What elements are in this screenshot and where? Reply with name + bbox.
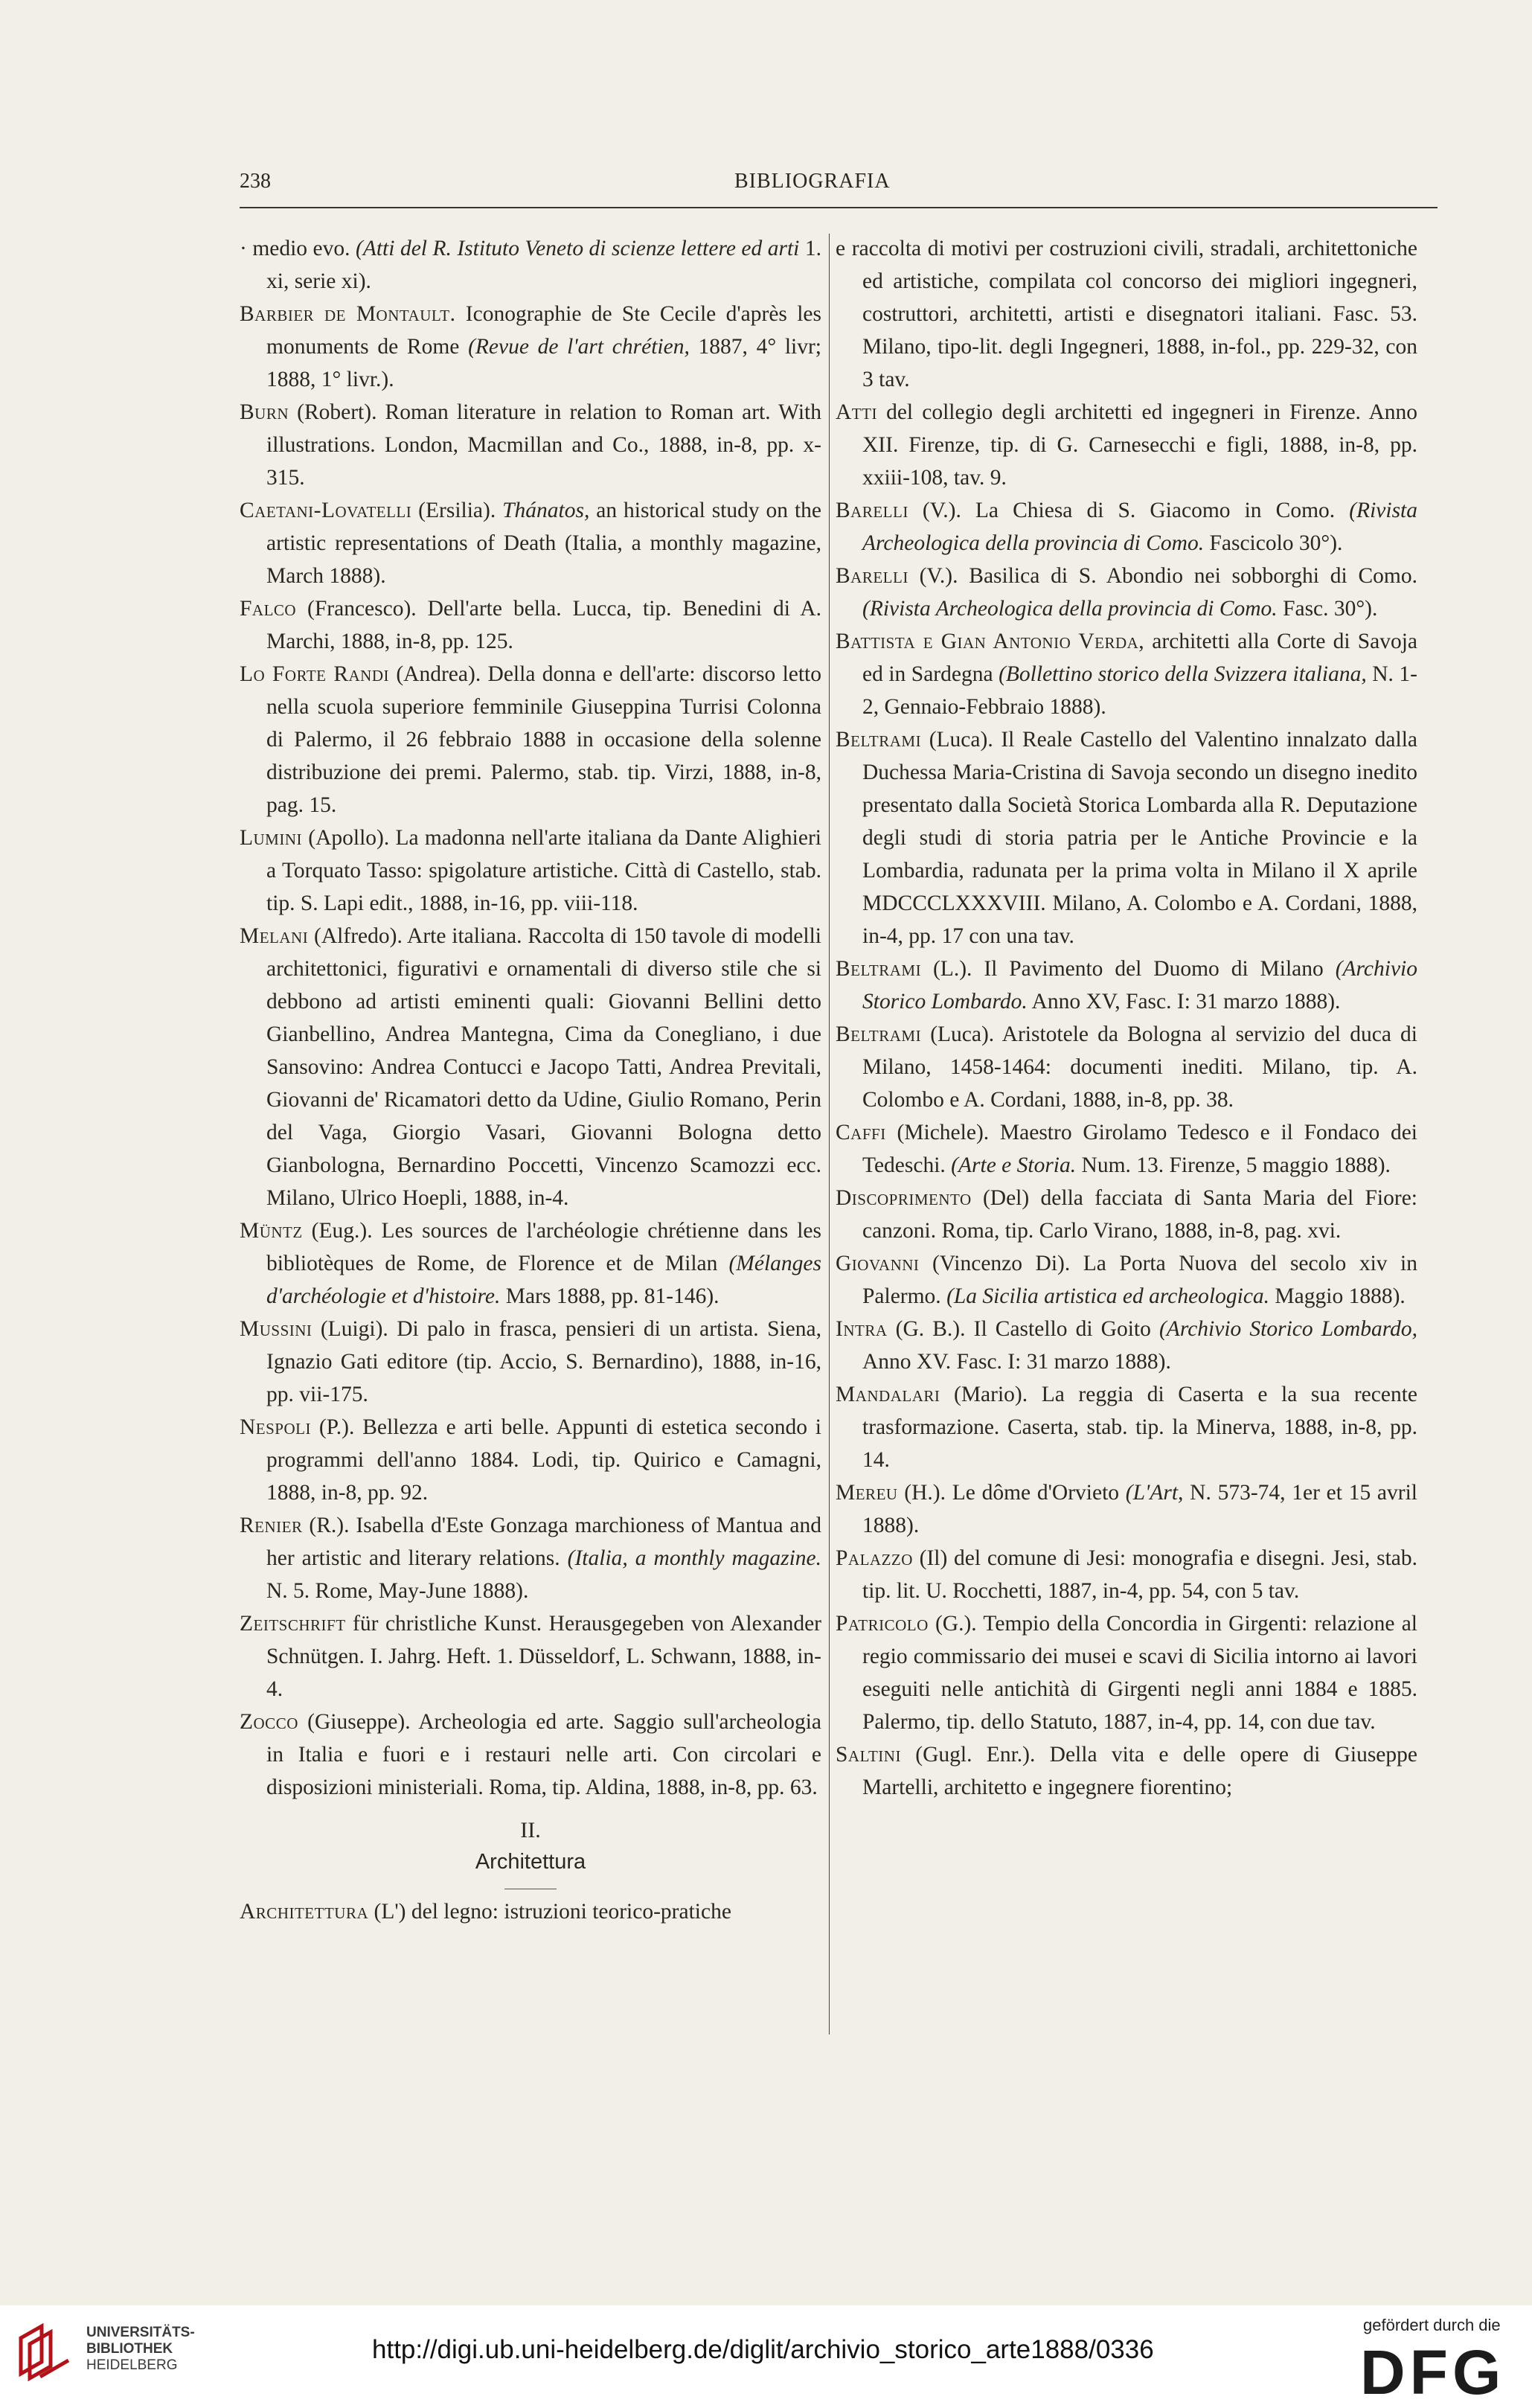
section-number: II.: [520, 1818, 541, 1842]
entry-journal: (Revue de l'art chrétien,: [468, 335, 690, 359]
entry-author: Nespoli: [240, 1415, 311, 1439]
bibliography-entry: [240, 1895, 821, 1928]
entry-text: (Ersilia).: [411, 499, 503, 522]
entry-text-tail: Mars 1888, pp. 81-146).: [500, 1284, 719, 1308]
entry-text-tail: Anno XV, Fasc. I: 31 marzo 1888).: [1027, 990, 1341, 1014]
entry-text: architetti alla Corte di Savoja ed in Sardegna: [862, 630, 1417, 686]
bibliography-entry: [836, 1738, 1417, 1804]
entry-text: (Luca). Il Reale Castello del Valentino innalzato dalla Duchessa Maria-Cristina di Savoja secondo un disegno inedito presentato dalla Società Storica Lombarda alla R. Deputazione degli studi di storia patria per le Antiche Provincie e la Lombardia, radunata per la prima volta in Milano il X aprile MDCCCLXXXVIII. Milano, A. Colombo e A. Cordani, 1888, in-4, pp. 17 con una tav.: [862, 728, 1417, 948]
bibliography-entry: [836, 1378, 1417, 1476]
running-head: [240, 170, 1438, 202]
entry-author: Beltrami: [836, 728, 922, 752]
bibliography-entry: [240, 822, 821, 920]
bibliography-entry: [836, 560, 1417, 625]
entry-text: (Giuseppe). Archeologia ed arte. Saggio sull'archeologia in Italia e fuori e i restauri nelle arti. Con circolari e disposizioni ministeriali. Roma, tip. Aldina, 1888, in-8, pp. 63.: [266, 1710, 821, 1799]
entry-text: (Del) della facciata di Santa Maria del Fiore: canzoni. Roma, tip. Carlo Virano, 1888, in-8, pag. xvi.: [862, 1186, 1417, 1243]
running-title: BIBLIOGRAFIA: [734, 170, 891, 193]
entry-text: (L.). Il Pavimento del Duomo di Milano: [921, 957, 1336, 981]
entry-journal: (Mélanges d'archéologie et d'histoire.: [266, 1252, 821, 1308]
bibliography-entry: [836, 1607, 1417, 1738]
entry-journal: (La Sicilia artistica ed archeologica.: [946, 1284, 1270, 1308]
entry-author: Beltrami: [836, 1022, 922, 1046]
bibliography-entry: [240, 1411, 821, 1509]
entry-author: Müntz: [240, 1219, 303, 1243]
entry-text: (Luigi). Di palo in frasca, pensieri di un artista. Siena, Ignazio Gati editore (tip. Accio, S. Bernardino), 1888, in-16, pp. vii-175.: [266, 1317, 821, 1406]
entry-text: (V.). Basilica di S. Abondio nei sobborghi di Como.: [908, 564, 1417, 588]
entry-author: Mereu: [836, 1481, 898, 1505]
entry-text: (Eug.). Les sources de l'archéologie chrétienne dans les bibliotèques de Rome, de Florence et de Milan: [266, 1219, 821, 1275]
footer-bar: [0, 2305, 1532, 2408]
bibliography-entry: [240, 1214, 821, 1313]
entry-text: (Gugl. Enr.). Della vita e delle opere di Giuseppe Martelli, architetto e ingegnere fiorentino;: [862, 1743, 1417, 1799]
bibliography-entry: [836, 1182, 1417, 1247]
column-divider: [829, 234, 830, 2034]
bibliography-entry: [836, 1018, 1417, 1116]
entry-text: (Il) del comune di Jesi: monografia e disegni. Jesi, stab. tip. lit. U. Rocchetti, 1887, in-4, pp. 54, con 5 tav.: [862, 1546, 1417, 1603]
entry-author: Intra: [836, 1317, 888, 1341]
entry-author: Falco: [240, 597, 297, 621]
bibliography-entry: [240, 1607, 821, 1706]
bibliography-entry: [836, 723, 1417, 952]
entry-journal: (L'Art,: [1125, 1481, 1184, 1505]
entry-text: (Robert). Roman literature in relation to Roman art. With illustrations. London, Macmillan and Co., 1888, in-8, pp. x-315.: [266, 400, 821, 490]
entry-text-tail: 1. xi, serie xi).: [266, 237, 822, 293]
entry-author: Lumini: [240, 826, 303, 850]
entry-author: Caffi: [836, 1121, 886, 1144]
source-url-link[interactable]: http://digi.ub.uni-heidelberg.de/diglit/archivio_storico_arte1888/0336: [372, 2335, 1154, 2364]
entry-author: Barbier de Montault.: [240, 302, 456, 326]
library-name-line: BIBLIOTHEK: [86, 2341, 173, 2357]
entry-text: (Apollo). La madonna nell'arte italiana da Dante Alighieri a Torquato Tasso: spigolature artistiche. Città di Castello, stab. tip. S. Lapi edit., 1888, in-16, pp. viii-118.: [266, 826, 821, 915]
entry-author: Zeitschrift: [240, 1612, 346, 1636]
entry-text: (V.). La Chiesa di S. Giacomo in Como.: [908, 499, 1350, 522]
entry-author: Discoprimento: [836, 1186, 972, 1210]
bibliography-entry: [836, 1542, 1417, 1607]
bibliography-entry: [240, 1706, 821, 1804]
entry-author: Architettura: [240, 1900, 369, 1924]
bibliography-entry: [836, 1313, 1417, 1378]
entry-text: (H.). Le dôme d'Orvieto: [897, 1481, 1126, 1505]
bibliography-entry: [240, 298, 821, 396]
bibliography-entry: [240, 1509, 821, 1607]
entry-text: (Luca). Aristotele da Bologna al servizio del duca di Milano, 1458-1464: documenti inediti. Milano, tip. A. Colombo e A. Cordani, 1888, in-8, pp. 38.: [862, 1022, 1417, 1112]
entry-text: (Michele). Maestro Girolamo Tedesco e il Fondaco dei Tedeschi.: [862, 1121, 1417, 1177]
entry-journal: (Rivista Archeologica della provincia di Como.: [862, 597, 1278, 621]
entry-text-tail: Fascicolo 30°).: [1204, 531, 1343, 555]
ub-logo-icon: [16, 2322, 73, 2381]
entry-author: Zocco: [240, 1710, 298, 1734]
page-number: 238: [240, 170, 271, 193]
bibliography-entry: [836, 396, 1417, 494]
entry-author: Burn: [240, 400, 289, 424]
bibliography-entry: [836, 952, 1417, 1018]
entry-text: für christliche Kunst. Herausgegeben von Alexander Schnütgen. I. Jahrg. Heft. 1. Düsseldorf, L. Schwann, 1888, in-4.: [266, 1612, 821, 1701]
bibliography-entry: [240, 658, 821, 822]
entry-text: (Andrea). Della donna e dell'arte: discorso letto nella scuola superiore femminile Giuseppina Turrisi Colonna di Palermo, il 26 febbraio 1888 in occasione della solenne distribuzione dei premi. Palermo, stab. tip. Virzi, 1888, in-8, pag. 15.: [266, 662, 822, 817]
entry-text: (Alfredo). Arte italiana. Raccolta di 150 tavole di modelli architettonici, figurativi e ornamentali di diverso stile che si debbono ad artisti eminenti quali: Giovanni Bellini detto Gianbellino, Andrea Mantegna, Cima da Conegliano, i due Sansovino: Andrea Contucci e Jacopo Tatti, Andrea Previtali, Giovanni de' Ricamatori detto da Udine, Giulio Romano, Perin del Vaga, Giorgio Vasari, Giovanni Bologna detto Gianbologna, Bernardino Poccetti, Vincenzo Scamozzi ecc. Milano, Ulrico Hoepli, 1888, in-4.: [266, 924, 821, 1210]
library-name: [86, 2325, 195, 2374]
entry-text-tail: Fasc. 30°).: [1277, 597, 1378, 621]
entry-author: Barelli: [836, 564, 908, 588]
entry-text: del collegio degli architetti ed ingegneri in Firenze. Anno XII. Firenze, tip. di G. Carnesecchi e figli, 1888, in-8, pp. xxiii-108, tav. 9.: [862, 400, 1417, 490]
bibliography-entry: [240, 920, 821, 1214]
entry-text: Iconographie de Ste Cecile d'après les monuments de Rome: [266, 302, 821, 359]
entry-journal: (Arte e Storia.: [951, 1153, 1077, 1177]
entry-author: Renier: [240, 1514, 303, 1537]
entry-text: (Vincenzo Di). La Porta Nuova del secolo xiv in Palermo.: [862, 1252, 1417, 1308]
entry-text: (G.). Tempio della Concordia in Girgenti: relazione al regio commissario dei musei e scavi di Sicilia intorno ai lavori eseguiti nelle antichità di Girgenti negli anni 1884 e 1885. Palermo, tip. dello Statuto, 1887, in-4, pp. 14, con due tav.: [862, 1612, 1417, 1734]
bibliography-entry: [240, 592, 821, 658]
entry-author: Battista e Gian Antonio Verda,: [836, 630, 1145, 653]
entry-text-tail: N. 573-74, 1er et 15 avril 1888).: [862, 1481, 1417, 1537]
funded-by-label: gefördert durch die: [1363, 2316, 1501, 2334]
bibliography-entry: [836, 1247, 1417, 1313]
header-rule: [240, 207, 1438, 208]
entry-text-tail: an historical study on the artistic representations of Death (Italia, a monthly magazine, March 1888).: [266, 499, 821, 588]
entry-author: Saltini: [836, 1743, 901, 1767]
entry-text: (G. B.). Il Castello di Goito: [887, 1317, 1159, 1341]
entry-text-tail: Maggio 1888).: [1269, 1284, 1406, 1308]
section-title: Architettura: [475, 1850, 586, 1874]
entry-text-tail: 1887, 4° livr; 1888, 1° livr.).: [266, 335, 821, 391]
entry-journal: (Bollettino storico della Svizzera italiana,: [999, 662, 1367, 686]
entry-author: Patricolo: [836, 1612, 929, 1636]
entry-author: Giovanni: [836, 1252, 920, 1275]
library-name-line: UNIVERSITÄTS-: [86, 2325, 195, 2340]
entry-text: (Mario). La reggia di Caserta e la sua recente trasformazione. Caserta, stab. tip. la Minerva, 1888, in-8, pp. 14.: [862, 1383, 1417, 1472]
entry-text-tail: N. 5. Rome, May-June 1888).: [266, 1579, 529, 1603]
bibliography-entry: [836, 1476, 1417, 1542]
entry-author: Beltrami: [836, 957, 922, 981]
entry-author: Palazzo: [836, 1546, 913, 1570]
entry-text: · medio evo.: [240, 237, 356, 260]
entry-journal: (Atti del R. Istituto Veneto di scienze lettere ed arti: [356, 237, 800, 260]
entry-journal: (Italia, a monthly magazine.: [567, 1546, 821, 1570]
entry-text: (R.). Isabella d'Este Gonzaga marchioness of Mantua and her artistic and literary relations.: [266, 1514, 821, 1570]
bibliography-entry: [240, 494, 821, 592]
entry-text: (Francesco). Dell'arte bella. Lucca, tip. Benedini di A. Marchi, 1888, in-8, pp. 125.: [266, 597, 821, 653]
bibliography-entry: [240, 1313, 821, 1411]
library-name-line: HEIDELBERG: [86, 2357, 178, 2373]
entry-author: Atti: [836, 400, 877, 424]
bibliography-entry: [240, 396, 821, 494]
entry-author: Mandalari: [836, 1383, 940, 1406]
entry-text-tail: N. 1-2, Gennaio-Febbraio 1888).: [862, 662, 1417, 719]
entry-author: Caetani-Lovatelli: [240, 499, 412, 522]
entry-journal: Thánatos,: [502, 499, 590, 522]
entry-author: Melani: [240, 924, 309, 948]
entry-journal: (Rivista Archeologica della provincia di Como.: [862, 499, 1417, 555]
entry-text-tail: Anno XV. Fasc. I: 31 marzo 1888).: [862, 1350, 1171, 1374]
entry-text: (L') del legno: istruzioni teorico-pratiche: [368, 1900, 731, 1924]
bibliography-entry: [240, 232, 821, 298]
bibliography-entry: [836, 1116, 1417, 1182]
dfg-logo: DFG: [1360, 2337, 1506, 2407]
entry-text: (P.). Bellezza e arti belle. Appunti di estetica secondo i programmi dell'anno 1884. Lodi, tip. Quirico e Camagni, 1888, in-8, pp. 92.: [266, 1415, 821, 1505]
entry-journal: (Archivio Storico Lombardo.: [862, 957, 1417, 1014]
entry-author: Mussini: [240, 1317, 313, 1341]
bibliography-entry: [836, 232, 1417, 396]
entry-text-tail: Num. 13. Firenze, 5 maggio 1888).: [1076, 1153, 1391, 1177]
left-column: [240, 232, 821, 1928]
bibliography-entry: [836, 494, 1417, 560]
entry-journal: (Archivio Storico Lombardo,: [1158, 1317, 1417, 1341]
entry-author: Lo Forte Randi: [240, 662, 390, 686]
entry-text: e raccolta di motivi per costruzioni civili, stradali, architettoniche ed artistiche, compilata col concorso dei migliori ingegneri, costruttori, architetti, artisti e disegnatori italiani. Fasc. 53. Milano, tipo-lit. degli Ingegneri, 1888, in-fol., pp. 229-32, con 3 tav.: [836, 237, 1417, 391]
bibliography-entry: [836, 625, 1417, 723]
right-column: [836, 232, 1417, 1804]
entry-author: Barelli: [836, 499, 908, 522]
